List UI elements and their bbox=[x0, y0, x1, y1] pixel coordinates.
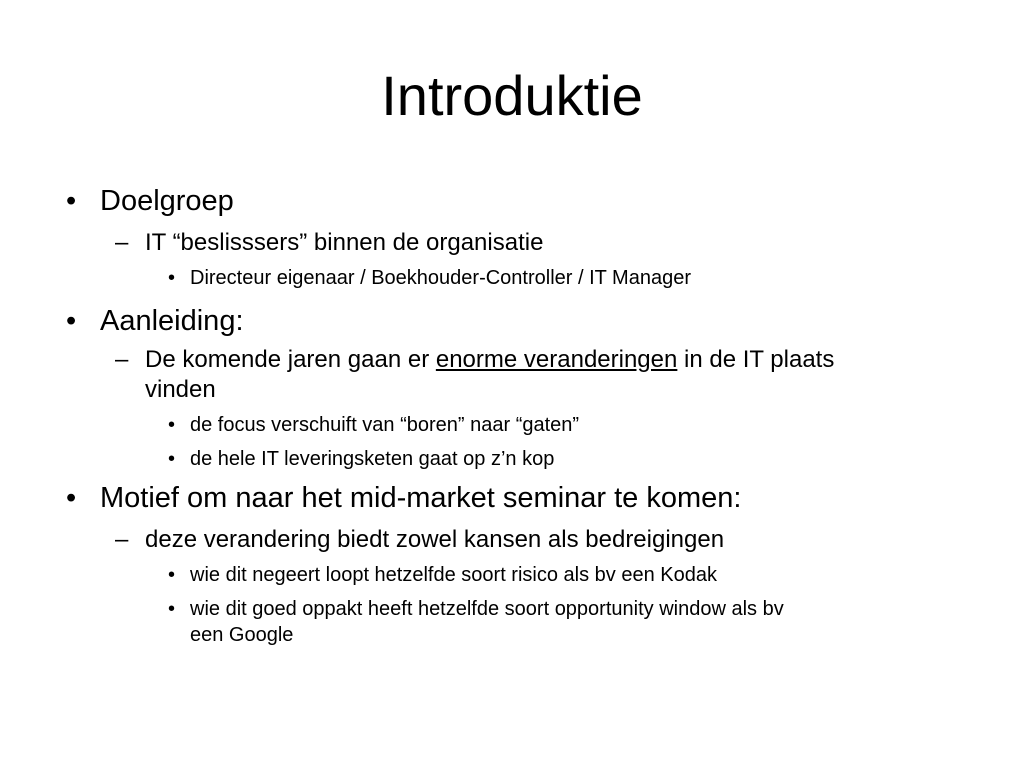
sub-bullet-text: IT “beslisssers” binnen de organisatie bbox=[145, 229, 544, 256]
bullet-text: Motief om naar het mid-market seminar te komen: bbox=[100, 482, 742, 514]
sub-sub-bullet-leveringsketen bbox=[168, 446, 555, 472]
sub-bullet-underlined-text: enorme veranderingen bbox=[435, 346, 678, 373]
bullet-marker: • bbox=[168, 414, 176, 436]
sub-sub-bullet-text: de focus verschuift van “boren” naar “gaten” bbox=[190, 414, 580, 436]
bullet-marker: • bbox=[168, 564, 176, 586]
slide-title: Introduktie bbox=[381, 64, 643, 127]
sub-sub-bullet-text: Directeur eigenaar / Boekhouder-Controller / IT Manager bbox=[190, 267, 691, 289]
sub-bullet-text: deze verandering biedt zowel kansen als bedreigingen bbox=[145, 526, 725, 553]
sub-sub-bullet-google bbox=[168, 596, 970, 648]
sub-bullet-aanleiding bbox=[115, 345, 985, 405]
bullet-marker: • bbox=[168, 598, 176, 620]
bullet-text: Aanleiding: bbox=[100, 305, 244, 337]
sub-bullet-motief bbox=[115, 525, 725, 555]
sub-sub-bullet-text: wie dit goed oppakt heeft hetzelfde soort opportunity window als bv bbox=[190, 598, 784, 620]
bullet-aanleiding bbox=[66, 304, 244, 338]
dash-marker: – bbox=[115, 346, 129, 373]
bullet-marker: • bbox=[168, 267, 176, 289]
sub-bullet-text-wrap: vinden bbox=[145, 376, 216, 403]
dash-marker: – bbox=[115, 229, 129, 256]
sub-sub-bullet-doelgroep bbox=[168, 265, 691, 291]
bullet-marker: • bbox=[66, 185, 77, 217]
sub-bullet-text-part1: De komende jaren gaan er bbox=[145, 346, 436, 373]
bullet-doelgroep bbox=[66, 184, 234, 218]
sub-sub-bullet-kodak bbox=[168, 562, 717, 588]
sub-bullet-doelgroep bbox=[115, 228, 544, 258]
bullet-text: Doelgroep bbox=[100, 185, 234, 217]
sub-sub-bullet-text: de hele IT leveringsketen gaat op z’n kop bbox=[190, 448, 555, 470]
sub-sub-bullet-focus bbox=[168, 412, 580, 438]
sub-bullet-text-part2: in de IT plaats bbox=[677, 346, 835, 373]
bullet-marker: • bbox=[168, 448, 176, 470]
bullet-marker: • bbox=[66, 482, 77, 514]
sub-sub-bullet-text: wie dit negeert loopt hetzelfde soort risico als bv een Kodak bbox=[190, 564, 717, 586]
bullet-motief bbox=[66, 481, 742, 515]
bullet-marker: • bbox=[66, 305, 77, 337]
dash-marker: – bbox=[115, 526, 129, 553]
sub-sub-bullet-text-wrap: een Google bbox=[190, 624, 294, 646]
